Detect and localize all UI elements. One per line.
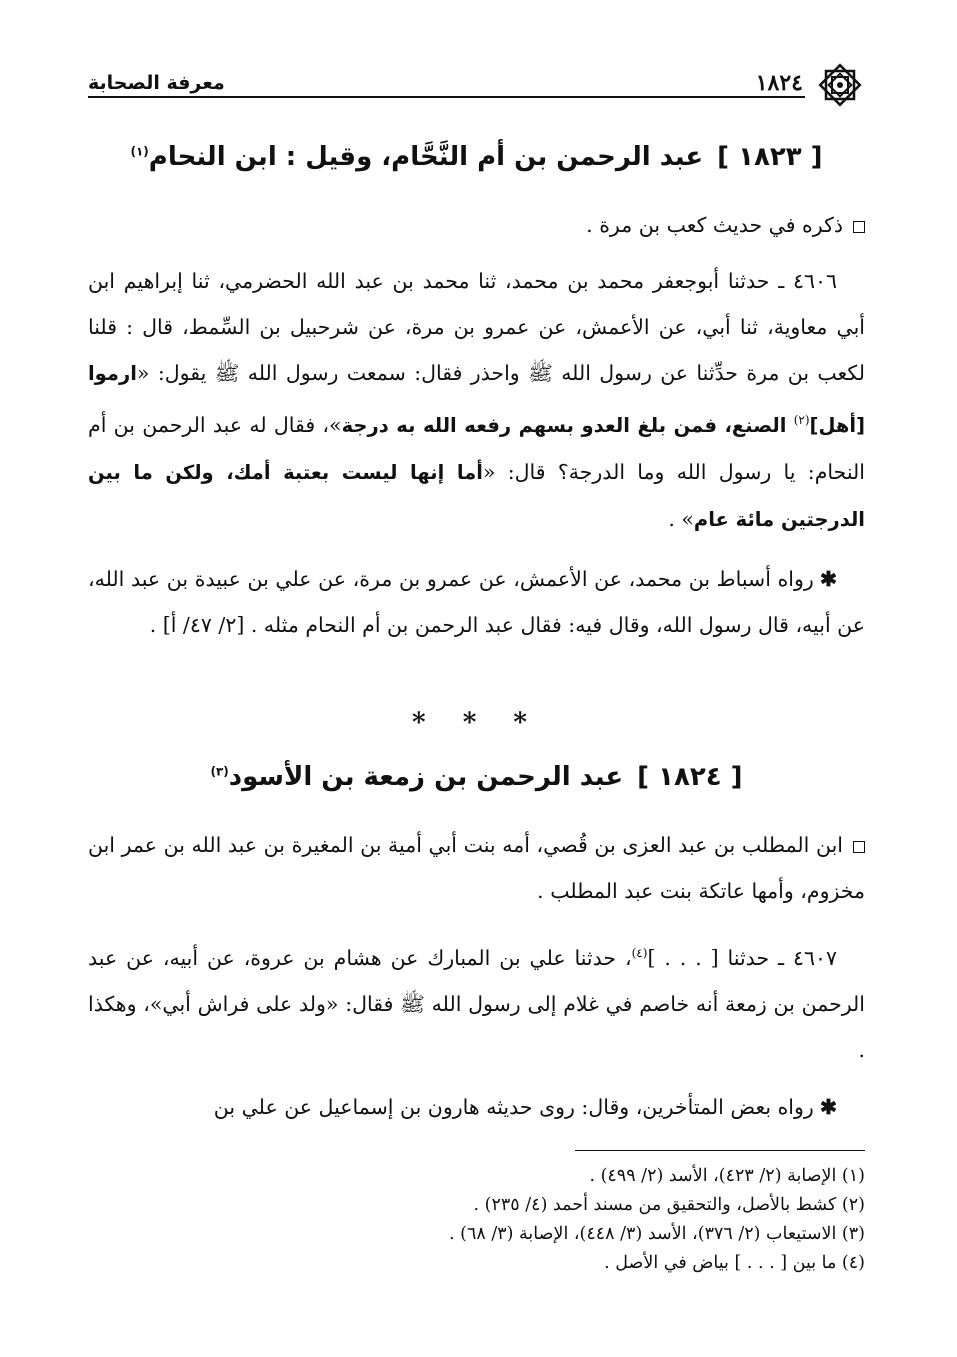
hadith-quote: أما إنها ليست بعتبة أمك، ولكن ما بين الدرجتين مائة عام	[88, 460, 865, 531]
star-ornament-icon	[815, 60, 865, 110]
entry-heading-1823	[88, 142, 865, 172]
footnote-4: (٤) ما بين [ . . . ] بياض في الأصل .	[604, 1253, 865, 1273]
hadith-quote: ارموا [أهل]	[88, 362, 865, 437]
footnote-ref: (١)	[130, 144, 149, 159]
square-bullet-icon	[853, 221, 865, 233]
entry-heading-1824	[88, 762, 865, 792]
riwaya-text: رواه أسباط بن محمد، عن الأعمش، عن عمرو بن مرة، عن علي بن عبيدة بن عبد الله، عن أبيه، قال رسول الله، وقال فيه: فقال عبد الرحمن بن أم النحام مثله . [٢/ ٤٧/ أ] .	[88, 567, 865, 637]
hadith-text: »، فقال له عبد الرحمن بن أم النحام: يا رسول الله وما الدرجة؟ قال: «	[88, 412, 865, 484]
square-bullet-icon	[853, 841, 865, 853]
page-number: ١٨٢٤	[755, 70, 803, 96]
entry-number: [ ١٨٢٤ ]	[637, 762, 743, 792]
entry-number: [ ١٨٢٣ ]	[717, 142, 823, 172]
footnote-2: (٢) كشط بالأصل، والتحقيق من مسند أحمد (٤/ ٢٣٥) .	[473, 1195, 865, 1215]
intro-text: ابن المطلب بن عبد العزى بن قُصي، أمه بنت أبي أمية بن المغيرة بن عبد الله بن عمر ابن مخزوم، وأمها عاتكة بنت عبد المطلب .	[88, 833, 865, 903]
footnote-ref: (٤)	[631, 946, 648, 960]
footnote-ref: (٣)	[210, 764, 229, 779]
riwaya-1823	[88, 556, 865, 648]
header-rule	[88, 96, 805, 98]
footnote-ref: (٢)	[793, 413, 810, 427]
footnotes	[88, 1162, 865, 1278]
riwaya-1824	[88, 1084, 865, 1130]
riwaya-text: رواه بعض المتأخرين، وقال: روى حديثه هارون بن إسماعيل عن علي بن	[213, 1095, 814, 1119]
hadith-text: » .	[668, 506, 694, 531]
hadith-4606	[88, 258, 865, 543]
intro-text: ذكره في حديث كعب بن مرة .	[586, 213, 843, 237]
hadith-text: ٤٦٠٧ ـ حدثنا [ . . . ]	[647, 945, 837, 970]
hadith-text: ٤٦٠٦ ـ حدثنا أبوجعفر محمد بن محمد، ثنا محمد بن عبد الله الحضرمي، ثنا إبراهيم ابن أبي معاوية، ثنا أبي، عن الأعمش، عن عمرو بن مرة، عن شرحبيل بن السِّمط، قال : قلنا لكعب بن مرة حدِّثنا عن رسول الله ﷺ واحذر فقال: سمعت رسول الله ﷺ يقول: «	[88, 269, 865, 385]
asterisk-icon: ✱	[819, 1095, 837, 1119]
entry-title: عبد الرحمن بن زمعة بن الأسود	[228, 762, 624, 792]
entry-intro	[88, 202, 865, 248]
asterisk-icon: ✱	[819, 567, 837, 591]
hadith-text: ، حدثنا علي بن المبارك عن هشام بن عروة، عن أبيه، عن عبد الرحمن بن زمعة أنه خاصم في غلام إلى رسول الله ﷺ فقال: «ولد على فراش أبي»، وهكذا .	[88, 945, 865, 1062]
section-divider: * * *	[412, 708, 541, 738]
book-page	[88, 0, 865, 1357]
hadith-quote: الصنع، فمن بلغ العدو بسهم رفعه الله به درجة	[341, 413, 787, 437]
footnote-rule	[575, 1150, 865, 1151]
footnote-3: (٣) الاستيعاب (٢/ ٣٧٦)، الأسد (٣/ ٤٤٨)، الإصابة (٣/ ٦٨) .	[449, 1224, 865, 1244]
entry-title: عبد الرحمن بن أم النَّحَّام، وقيل : ابن النحام	[148, 142, 704, 172]
running-title: معرفة الصحابة	[88, 72, 225, 94]
entry-intro	[88, 822, 865, 914]
footnote-1: (١) الإصابة (٢/ ٤٢٣)، الأسد (٢/ ٤٩٩) .	[589, 1166, 865, 1186]
hadith-4607	[88, 930, 865, 1073]
